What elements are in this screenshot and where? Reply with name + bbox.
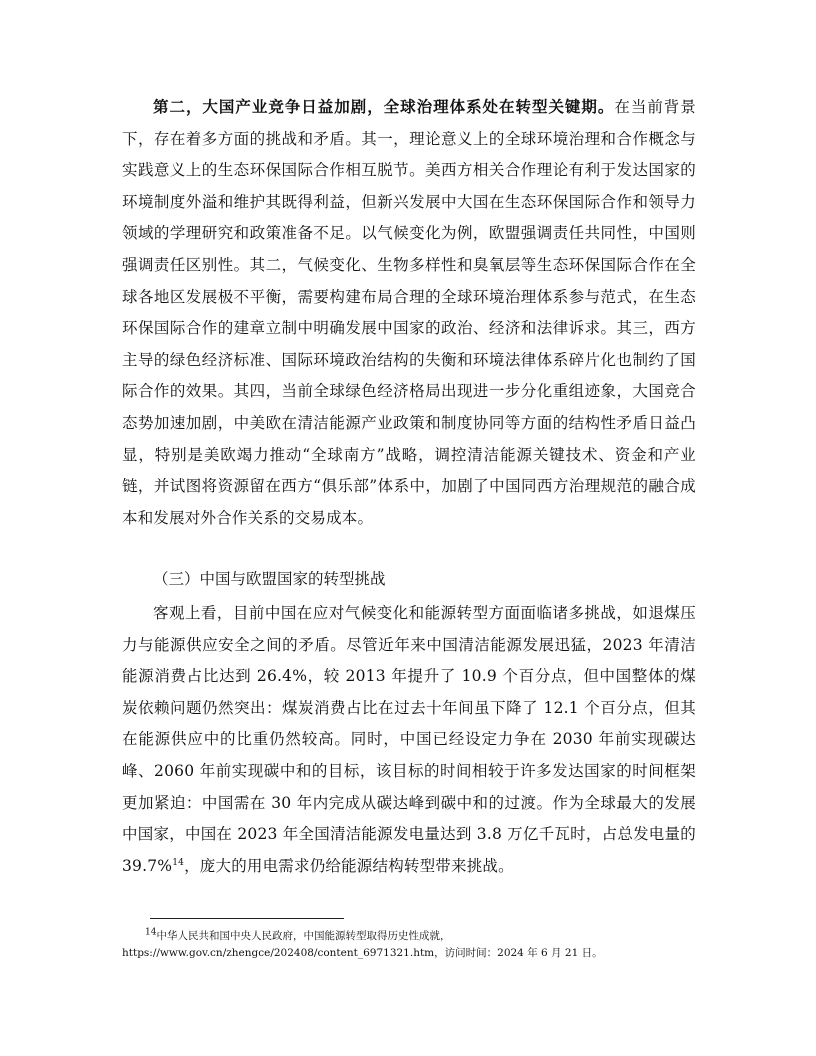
paragraph-great-power-competition	[122, 91, 696, 534]
footnote-number: 14	[145, 927, 157, 938]
footnote-url[interactable]: https://www.gov.cn/zhengce/202408/content_6971321.htm，访问时间：2024 年 6 月 21 日。	[122, 947, 603, 959]
footnote-reference[interactable]: 14	[172, 857, 185, 868]
footnote-14	[122, 928, 722, 962]
paragraph-tail: ，庞大的用电需求仍给能源结构转型带来挑战。	[184, 856, 514, 875]
footnote-text: 中华人民共和国中央人民政府，中国能源转型取得历史性成就，	[156, 930, 451, 942]
paragraph-body: 客观上看，目前中国在应对气候变化和能源转型方面面临诸多挑战，如退煤压力与能源供应安全之间的矛盾。尽管近年来中国清洁能源发展迅猛，2023 年清洁能源消费占比达到 26.4%，较 2013 年提升了 10.9 个百分点，但中国整体的煤炭依赖问题仍然突出：煤炭消费占比在过去十年间虽下降了 12.1 个百分点，但其在能源供应中的比重仍然较高。同时，中国已经设定力争在 2030 年前实现碳达峰、2060 年前实现碳中和的目标，该目标的时间相较于许多发达国家的时间框架更加紧迫：中国需在 30 年内完成从碳达峰到碳中和的过渡。作为全球最大的发展中国家，中国在 2023 年全国清洁能源发电量达到 3.8 万亿千瓦时，占总发电量的 39.7%	[122, 604, 696, 875]
footnote-divider	[150, 918, 344, 919]
paragraph-body: 在当前背景下，存在着多方面的挑战和矛盾。其一，理论意义上的全球环境治理和合作概念与实践意义上的生态环保国际合作相互脱节。美西方相关合作理论有利于发达国家的环境制度外溢和维护其既得利益，但新兴发展中大国在生态环保国际合作和领导力领域的学理研究和政策准备不足。以气候变化为例，欧盟强调责任共同性，中国则强调责任区别性。其二，气候变化、生物多样性和臭氧层等生态环保国际合作在全球各地区发展极不平衡，需要构建布局合理的全球环境治理体系参与范式，在生态环保国际合作的建章立制中明确发展中国家的政治、经济和法律诉求。其三，西方主导的绿色经济标准、国际环境政治结构的失衡和环境法律体系碎片化也制约了国际合作的效果。其四，当前全球绿色经济格局出现进一步分化重组迹象，大国竞合态势加速加剧，中美欧在清洁能源产业政策和制度协同等方面的结构性矛盾日益凸显，特别是美欧竭力推动“全球南方”战略，调控清洁能源关键技术、资金和产业链，并试图将资源留在西方“俱乐部”体系中，加剧了中国同西方治理规范的融合成本和发展对外合作关系的交易成本。	[122, 98, 696, 527]
paragraph-lead-bold: 第二，大国产业竞争日益加剧，全球治理体系处在转型关键期。	[153, 97, 615, 116]
section-heading: （三）中国与欧盟国家的转型挑战	[153, 570, 386, 588]
paragraph-china-challenges	[122, 598, 696, 882]
